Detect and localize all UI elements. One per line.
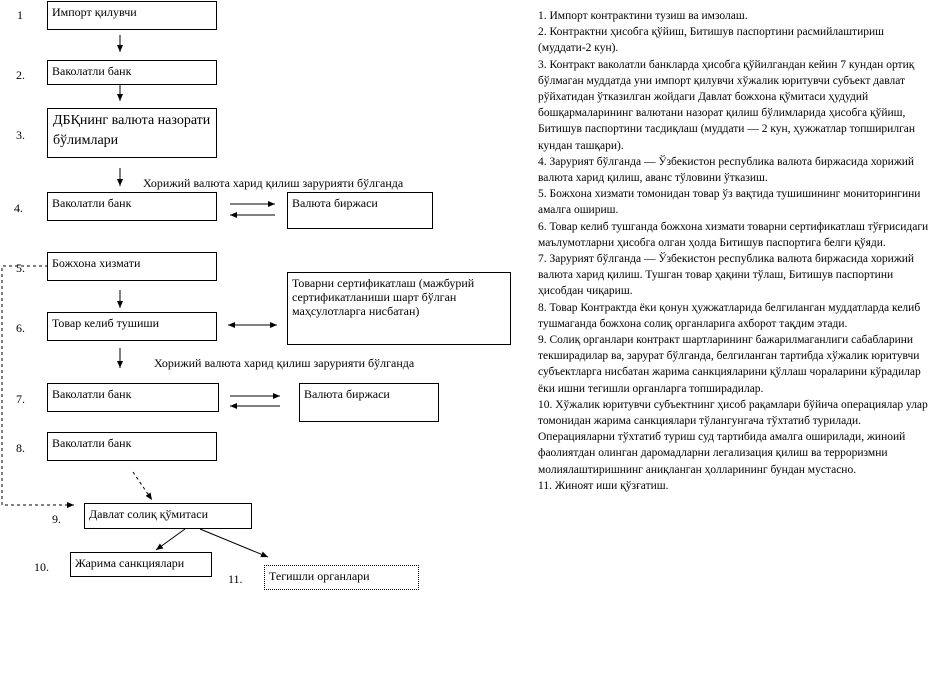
node-currency-exchange-7: Валюта биржаси (299, 383, 439, 422)
step-number-6: 6. (16, 321, 25, 335)
step-text-4: 4. Зарурият бўлганда — Ўзбекистон республика валюта биржасида хорижий валюта харид қилиш, аванс тўловини ўтказиш. (538, 155, 915, 185)
node-currency-exchange-4: Валюта биржаси (287, 192, 433, 229)
node-authorized-bank-2: Ваколатли банк (47, 60, 217, 85)
annotation-currency-need-2: Хорижий валюта харид қилиш зарурияти бўлганда (154, 356, 415, 370)
step-text-8: 8. Товар Контрактда ёки қонун ҳужжатларида белгиланган муддатларда келиб тушмаганда божхона солиқ органларига ахборот тақдим этади. (538, 301, 921, 330)
step-text-11: 11. Жиноят иши қўзғатиш. (538, 479, 669, 492)
step-number-4: 4. (14, 201, 23, 215)
step-number-9: 9. (52, 512, 61, 526)
step-number-1: 1 (17, 8, 23, 22)
step-text-6: 6. Товар келиб тушганда божхона хизмати товарни сертификатлаш тўғрисидаги маълумотларни ҳисобга олган ҳолда Битишув паспортига белги қўяди. (538, 220, 929, 249)
dashed-8-9 (133, 472, 152, 500)
step-number-10: 10. (34, 560, 49, 574)
node-state-tax-committee: Давлат солиқ қўмитаси (84, 503, 252, 529)
node-certification: Товарни сертификатлаш (мажбурий сертификатланиши шарт бўлган маҳсулотларга нисбатан) (287, 272, 511, 345)
step-text-5: 5. Божхона хизмати томонидан товар ўз вақтида тушишининг мониторингини амалга ошириш. (538, 188, 921, 217)
step-text-9: 9. Солиқ органлари контракт шартларининг бажарилмаганлиги сабабларини текширадилар ва, зарурат бўлганда, белгиланган тартибда хўжалик юритувчи субъектларга нисбатан жарима санкцияларини қўллаш чораларини кўрадилар ёки ишни тегишли органларга топширадилар. (538, 334, 921, 395)
step-number-2: 2. (16, 68, 25, 82)
node-currency-control: ДБҚнинг валюта назорати бўлимлари (47, 108, 217, 158)
step-text-2: 2. Контрактни ҳисобга қўйиш, Битишув паспортини расмийлаштириш (муддати-2 кун). (538, 26, 884, 55)
node-customs-service: Божхона хизмати (47, 252, 217, 281)
step-text-10: 10. Хўжалик юритувчи субъектнинг ҳисоб рақамлари бўйича операциялар улар томонидан жарима санкциялари тўлангунгача тўхтатиб турилади. Операцияларни тўхтатиб туриш суд тартибида амалга оширилади, жиноий фаолиятдан олинган даромадларни легализация қилиш ва терроризмни молиялаштиришнинг аниқланган ҳолларининг бундан мустасно. (538, 398, 928, 476)
step-text-1: 1. Импорт контрактини тузиш ва имзолаш. (538, 10, 748, 22)
node-authorized-bank-4: Ваколатли банк (47, 192, 217, 221)
step-number-8: 8. (16, 441, 25, 455)
step-number-5: 5. (16, 261, 25, 275)
step-number-3: 3. (16, 128, 25, 142)
node-goods-arrival: Товар келиб тушиши (47, 312, 217, 341)
step-number-11: 11. (228, 572, 243, 586)
step-text-7: 7. Зарурият бўлганда — Ўзбекистон республика валюта биржасида хорижий валюта харид қилиш. Тушган товар ҳақини тўлаш, Битишув паспортини ҳисобдан чиқариш. (538, 253, 915, 298)
node-authorized-bank-8: Ваколатли банк (47, 432, 217, 461)
node-penalty-sanctions: Жарима санкциялари (70, 552, 212, 577)
annotation-currency-need-1: Хорижий валюта харид қилиш зарурияти бўлганда (143, 176, 404, 190)
node-relevant-authorities: Тегишли органлари (264, 565, 419, 590)
steps-list (538, 8, 938, 494)
arrow-9-10 (156, 529, 185, 550)
step-text-3: 3. Контракт ваколатли банкларда ҳисобга қўйилгандан кейин 7 кундан ортиқ бўлмаган муддатда уни импорт қилувчи хўжалик юритувчи субъект давлат рўйхатидан ўтказилган жойдаги Давлат божхона қўмитаси ҳудудий бошқармаларининг валютани назорат қилиш бўлимларида ҳисобга қўйиш, Битишув паспортини тасдиқлаш (муддати — 2 кун, ҳужжатлар топширилган кундан ташқари). (538, 58, 916, 152)
node-importer: Импорт қилувчи (47, 1, 217, 30)
node-authorized-bank-7: Ваколатли банк (47, 383, 219, 412)
step-number-7: 7. (16, 392, 25, 406)
